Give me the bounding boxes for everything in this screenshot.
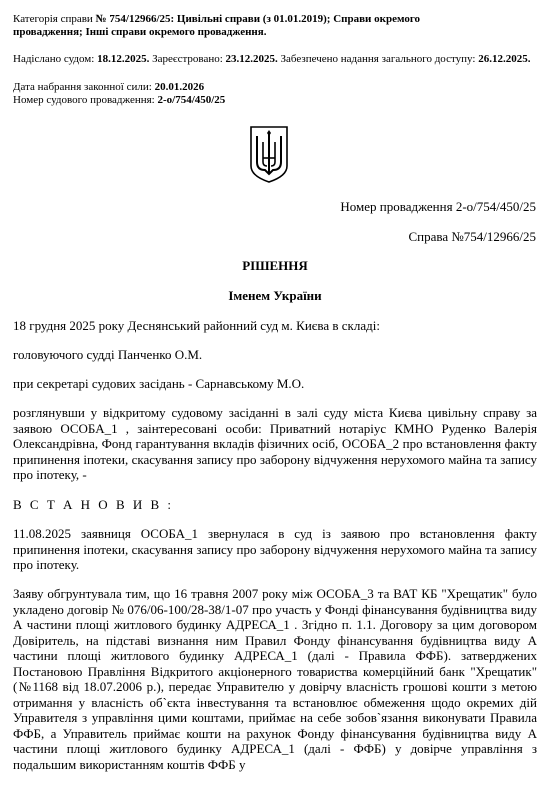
effective-value: 20.01.2026 [154,81,205,93]
document-title: РІШЕННЯ [242,258,308,273]
access-label: Забезпечено надання загального доступу: [280,53,476,65]
established-heading: В С Т А Н О В И В : [13,497,174,512]
court-secretary: при секретарі судових засідань - Сарнавському М.О. [13,376,305,391]
coat-of-arms-icon [249,124,289,184]
application-paragraph: 11.08.2025 заявниця ОСОБА_1 звернулася в суд із заявою про встановлення факту припинення іпотеки, скасування запису про заборону відчуження нерухомого майна та запису про іпотеку. [13,526,537,572]
sent-value: 18.12.2025. [97,53,150,65]
proceeding-label: Номер судового провадження: [13,93,155,106]
proceeding-value: 2-о/754/450/25 [157,93,226,106]
sent-label: Надіслано судом: [13,53,95,65]
court-composition: 18 грудня 2025 року Деснянський районний суд м. Києва в складі: [13,318,380,333]
category-value: № 754/12966/25: Цивільні справи (з 01.01.2019); Справи окремого провадження; Інші справи окремого провадження. [13,13,421,38]
case-category [13,13,473,38]
presiding-judge: головуючого судді Панченко О.М. [13,347,203,362]
document-subtitle: Іменем України [228,288,322,303]
case-number: Справа №754/12966/25 [408,229,536,244]
registered-value: 23.12.2025. [225,53,278,65]
registered-label: Зареєстровано: [152,53,223,65]
proceeding-number: Номер провадження 2-о/754/450/25 [340,199,536,214]
case-effective [13,81,537,106]
category-label: Категорія справи [13,13,93,25]
access-value: 26.12.2025. [478,53,531,65]
grounds-paragraph: Заяву обгрунтувала тим, що 16 травня 2007 року між ОСОБА_3 та ВАТ КБ "Хрещатик" було укладено договір № 076/06-100/28-38/1-07 про участь у Фонді фінансування будівництва виду А частини площі житлового будинку АДРЕСА_1 . Згідно п. 1.1. Договору за цим договором Довіритель, на підставі визнання ним Правил Фонду фінансування будівництва виду А частини площі житлового будинку АДРЕСА_1 (далі - Правила ФФБ). затверджених Постановою Правління Відкритого акціонерного товариства комерційний банк "Хрещатик" (№1168 від 18.07.2006 р.), передає Управителю у довірчу власність грошові кошти з метою отримання у власність об`єкта інвестування та встановлює обмеження щодо окремих дій Управителя з управління цими коштами, приймає на себе зобов`язання виконувати Правила ФФБ, а Управитель приймає кошти на рахунок Фонду фінансування будівництва виду А частини площі житлового будинку АДРЕСА_1 (далі - ФФБ) у довірче управління з подальшим використанням коштів ФФБ у [13,586,537,772]
case-dates [13,53,537,66]
case-description: розглянувши у відкритому судовому засіданні в залі суду міста Києва цивільну справу за заявою ОСОБА_1 , заінтересовані особи: Приватний нотаріус КМНО Руденко Валерія Олександрівна, Фонд гарантування вкладів фізичних осіб, ОСОБА_2 про встановлення факту припинення іпотеки, скасування запису про заборону відчуження нерухомого майна та запису про іпотеку, - [13,405,537,482]
effective-label: Дата набрання законної сили: [13,81,152,93]
